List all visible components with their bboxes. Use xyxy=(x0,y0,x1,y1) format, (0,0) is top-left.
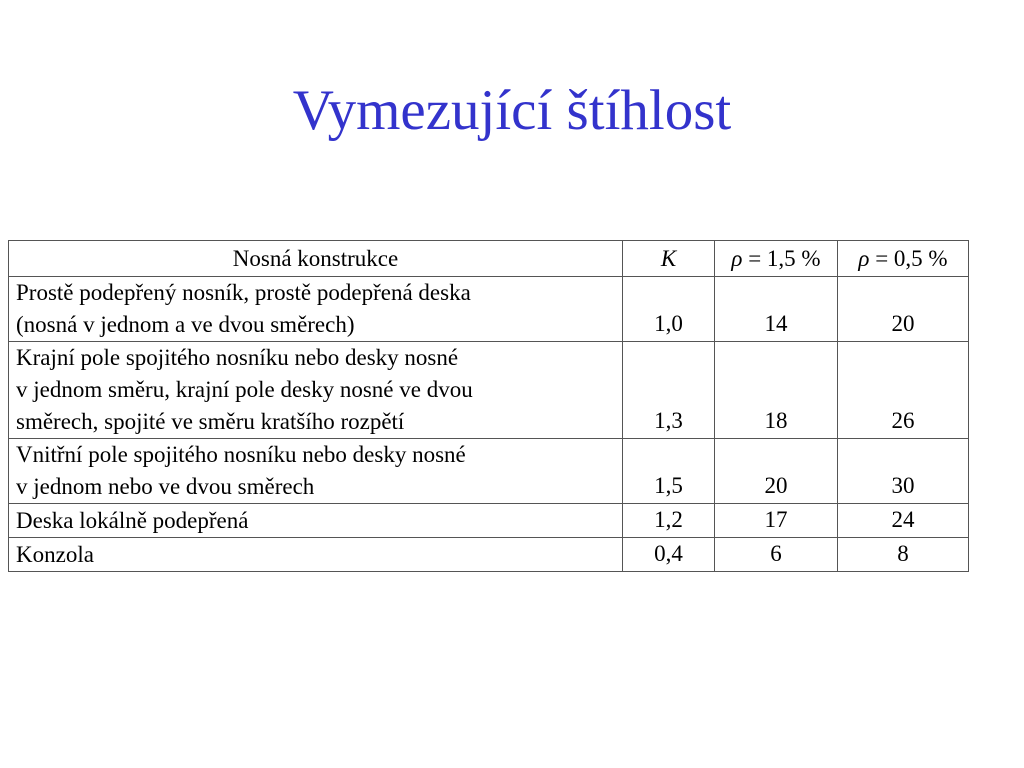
construction-line: Prostě podepřený nosník, prostě podepřená deska xyxy=(16,280,471,305)
rho-0-5-value: 24 xyxy=(838,504,969,538)
rho-1-5-value: 17 xyxy=(715,504,838,538)
table-row xyxy=(9,277,969,342)
header-rho-0-5 xyxy=(838,241,969,277)
header-k: K xyxy=(623,241,715,277)
construction-cell xyxy=(9,342,623,439)
construction-line: Vnitřní pole spojitého nosníku nebo desky nosné xyxy=(16,442,466,467)
k-value: 0,4 xyxy=(623,538,715,572)
rho-1-5-value: 20 xyxy=(715,439,838,504)
rho-1-5-value: 6 xyxy=(715,538,838,572)
construction-cell xyxy=(9,504,623,538)
table-row xyxy=(9,342,969,439)
slide-title: Vymezující štíhlost xyxy=(292,79,732,142)
rho-0-5-value: 8 xyxy=(838,538,969,572)
k-value: 1,3 xyxy=(623,342,715,439)
rho-0-5-value: 30 xyxy=(838,439,969,504)
table-row xyxy=(9,538,969,572)
k-value: 1,0 xyxy=(623,277,715,342)
construction-cell xyxy=(9,277,623,342)
rho-1-5-value: 14 xyxy=(715,277,838,342)
header-construction: Nosná konstrukce xyxy=(9,241,623,277)
construction-line: Konzola xyxy=(16,542,94,567)
rho-symbol: ρ xyxy=(858,245,870,271)
construction-line: v jednom směru, krajní pole desky nosné ve dvou xyxy=(16,377,473,402)
construction-line: Krajní pole spojitého nosníku nebo desky nosné xyxy=(16,345,459,370)
construction-cell xyxy=(9,538,623,572)
k-value: 1,2 xyxy=(623,504,715,538)
construction-cell xyxy=(9,439,623,504)
rho-symbol: ρ xyxy=(731,245,743,271)
rho-value: = 1,5 % xyxy=(742,245,821,271)
slenderness-table xyxy=(8,240,969,572)
rho-value: = 0,5 % xyxy=(869,245,948,271)
rho-0-5-value: 26 xyxy=(838,342,969,439)
rho-0-5-value: 20 xyxy=(838,277,969,342)
table-row xyxy=(9,504,969,538)
rho-1-5-value: 18 xyxy=(715,342,838,439)
construction-line: směrech, spojité ve směru kratšího rozpětí xyxy=(16,409,405,434)
construction-line: Deska lokálně podepřená xyxy=(16,508,249,533)
construction-line: (nosná v jednom a ve dvou směrech) xyxy=(16,312,355,337)
header-rho-1-5 xyxy=(715,241,838,277)
table-row xyxy=(9,439,969,504)
k-value: 1,5 xyxy=(623,439,715,504)
construction-line: v jednom nebo ve dvou směrech xyxy=(16,474,315,499)
table-header-row xyxy=(9,241,969,277)
